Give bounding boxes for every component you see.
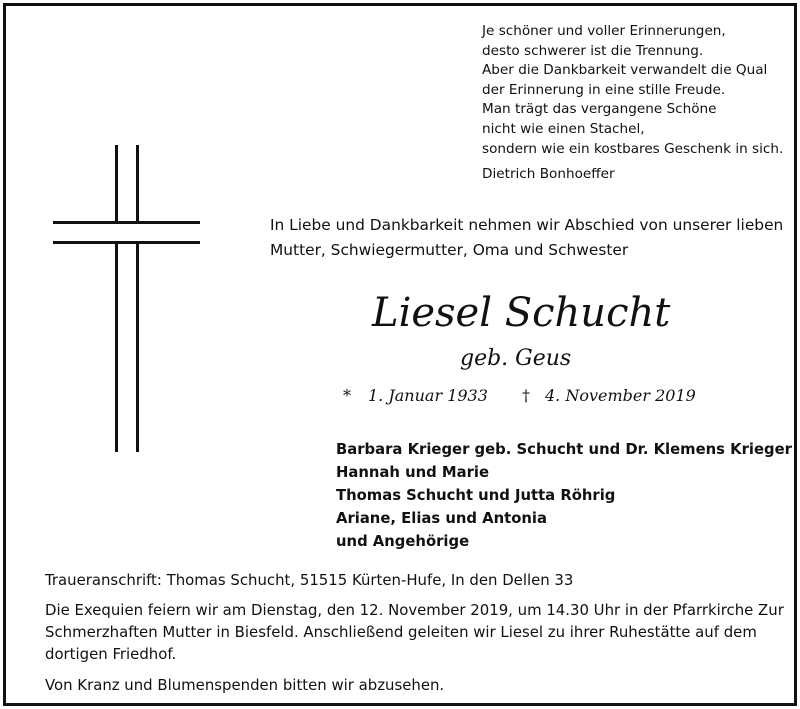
death-dagger-icon: † [522,386,530,405]
poem-line: sondern wie ein kostbares Geschenk in sich. [482,140,784,157]
birth-star-icon: * [343,386,351,405]
mourner-line: Thomas Schucht und Jutta Röhrig [336,487,616,504]
service-info [45,599,784,665]
deceased-name: Liesel Schucht [372,290,671,336]
mourner-line: und Angehörige [336,533,470,550]
intro-line: Mutter, Schwiegermutter, Oma und Schwester [270,241,629,259]
poem-line: der Erinnerung in eine stille Freude. [482,81,726,98]
mourning-address: Traueranschrift: Thomas Schucht, 51515 Kürten-Hufe, In den Dellen 33 [45,571,574,589]
mourner-line: Barbara Krieger geb. Schucht und Dr. Klemens Krieger [336,441,792,458]
death-date-group [522,386,530,405]
flowers-note: Von Kranz und Blumenspenden bitten wir abzusehen. [45,676,445,694]
farewell-intro [270,213,783,263]
mourner-line: Hannah und Marie [336,464,490,481]
poem-line: desto schwerer ist die Trennung. [482,42,704,59]
intro-line: In Liebe und Dankbarkeit nehmen wir Abschied von unserer lieben [270,216,784,234]
poem-quote [482,22,783,185]
cross-vertical-left [115,145,118,452]
poem-line: Aber die Dankbarkeit verwandelt die Qual [482,62,768,79]
mourners-list [336,438,792,553]
poem-line: nicht wie einen Stachel, [482,120,645,137]
birth-date-group [343,386,351,405]
birth-date: 1. Januar 1933 [368,386,488,405]
death-date: 4. November 2019 [545,386,696,405]
poem-author: Dietrich Bonhoeffer [482,166,615,183]
cross-horizontal-bottom [53,241,200,244]
cross-vertical-right [136,145,139,452]
service-line: Die Exequien feiern wir am Dienstag, den 12. November 2019, um 14.30 Uhr in der Pfarrkirche Zur [45,601,784,619]
mourner-line: Ariane, Elias und Antonia [336,510,547,527]
service-line: Schmerzhaften Mutter in Biesfeld. Anschließend geleiten wir Liesel zu ihrer Ruhestätte auf dem [45,623,757,641]
maiden-name: geb. Geus [460,346,572,371]
service-line: dortigen Friedhof. [45,645,177,663]
poem-line: Je schöner und voller Erinnerungen, [482,23,726,39]
cross-center-gap [115,224,139,241]
poem-line: Man trägt das vergangene Schöne [482,101,717,118]
